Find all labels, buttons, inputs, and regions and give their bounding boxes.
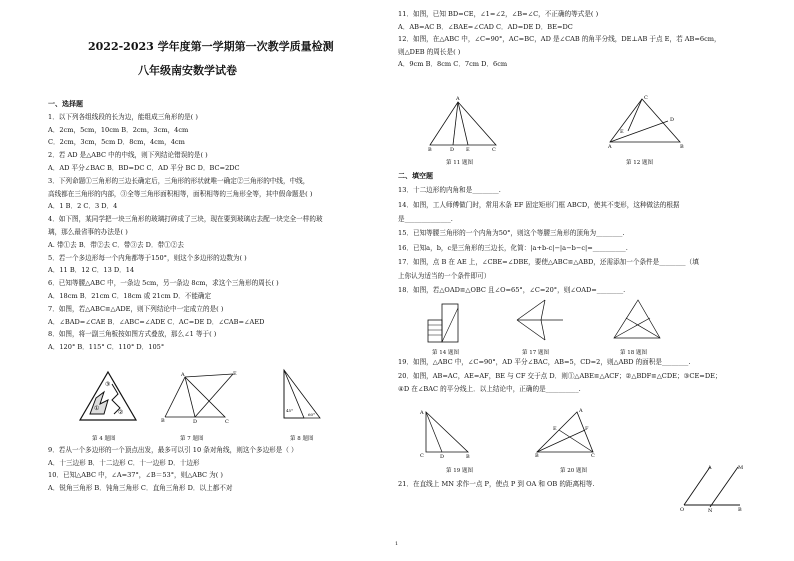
left-lines-line: 璃，那么最省事的办法是( ) — [48, 228, 128, 236]
svg-text:B: B — [535, 453, 539, 459]
left-lines-line: A．11 B．12 C．13 D．14 — [48, 266, 135, 275]
svg-text:①: ① — [94, 405, 100, 412]
left-lines-line: 6．已知等腰△ABC 中，一条边 5cm，另一条边 8cm，求这个三角形的周长( ) — [48, 279, 279, 288]
svg-text:B: B — [738, 507, 742, 513]
svg-text:A: A — [420, 410, 424, 416]
svg-text:C: C — [420, 453, 424, 459]
exam-title: 2022-2023 学年度第一学期第一次教学质量检测 — [88, 40, 334, 53]
svg-text:E: E — [233, 371, 237, 377]
right-lines4-line: 21．在直线上 MN 求作一点 P，使点 P 到 OA 和 OB 的距离相等. — [398, 480, 595, 488]
figure-19-right-triangle — [420, 410, 470, 458]
left-lines-line: 5．若一个多边形每一个内角都等于150°，则这个多边形的边数为( ) — [48, 253, 247, 262]
left-lines-line: A．18cm B．21cm C．18cm 或 21cm D．不能确定 — [48, 292, 212, 300]
left-lines-line: 7．如图，若△ABC≌△ADE，则下列结论中一定成立的是( ) — [48, 304, 224, 313]
left-lines-line: 1．以下列各组线段的长为边，能组成三角形的是( ) — [48, 112, 198, 121]
right-lines2-line: 二、填空题 — [398, 171, 433, 180]
svg-text:B: B — [466, 454, 470, 460]
left-lines-line: 3．下列命题①三角形的三边长确定后，三角形的形状就唯一确定②三角形的中线，中线， — [48, 176, 310, 185]
caption-figure-11: 第 11 题图 — [446, 160, 473, 166]
svg-text:②: ② — [118, 409, 124, 416]
right-lines-line: A．AB=AC B．∠BAE=∠CAD C．AD=DE D．BE=DC — [398, 22, 573, 31]
left-lines2-line: 9．若从一个多边形的一个顶点出发，最多可以引 10 条对角线，则这个多边形是（ ） — [48, 446, 298, 454]
svg-text:F: F — [585, 426, 589, 432]
left-lines-line: A．AD 平分∠BAC B．BD=DC C．AD 平分 BC D．BC=2DC — [48, 164, 240, 172]
svg-text:C: C — [591, 453, 595, 459]
svg-text:O: O — [680, 507, 685, 513]
right-lines-line: 11．如图，已知 BD=CE，∠1=∠2，∠B=∠C，不正确的等式是( ) — [398, 10, 599, 18]
svg-text:D: D — [670, 117, 675, 123]
left-lines-line: A．1 B．2 C．3 D．4 — [48, 202, 118, 211]
right-lines2-line: 18．如图，若△OAD≌△OBC 且∠O=65°，∠C=20°，则∠OAD=________. — [398, 286, 626, 295]
figure-18-triangles — [612, 298, 662, 343]
left-lines2-line: A．十三边形 B．十二边形 C．十一边形 D．十边形 — [48, 458, 200, 467]
figure-7-triangles — [155, 371, 237, 425]
svg-text:B: B — [428, 147, 432, 153]
figure-4-broken-glass — [78, 370, 138, 425]
svg-text:45°: 45° — [286, 408, 294, 413]
svg-text:A: A — [456, 96, 460, 102]
svg-text:B: B — [680, 144, 684, 150]
svg-text:E: E — [553, 426, 557, 432]
page-number: 1 — [395, 541, 399, 547]
left-lines-line: A. 带①去 B．带②去 C．带③去 D．带①②去 — [48, 240, 184, 249]
caption-figure-12: 第 12 题图 — [626, 160, 653, 166]
svg-text:60°: 60° — [308, 412, 316, 417]
figure-8-set-squares — [282, 368, 322, 423]
figure-20-triangles — [535, 410, 595, 458]
right-lines2-line: 上你认为适当的一个条件即可） — [398, 272, 491, 281]
right-lines3-line: 19．如图，△ABC 中，∠C=90°，AD 平分∠BAC，AB=5，CD=2，则△ABD 的面积是________. — [398, 358, 691, 366]
svg-text:E: E — [466, 147, 470, 153]
svg-text:C: C — [644, 95, 648, 101]
left-lines-line: A．120° B．115° C．110° D．105° — [48, 343, 165, 352]
right-lines2-line: 16．已知a，b，c是三角形的三边长，化简：|a+b-c|−|a−b−c|=__________. — [398, 243, 628, 252]
svg-text:A: A — [608, 144, 612, 150]
svg-text:D: D — [440, 454, 445, 460]
caption-figure-8: 第 8 题图 — [290, 436, 314, 442]
figure-21-lines — [680, 465, 750, 514]
figure-12-right-triangle — [608, 97, 688, 149]
caption-figure-14: 第 14 题图 — [432, 350, 459, 356]
exam-subtitle: 八年级南安数学试卷 — [138, 64, 237, 77]
svg-text:A: A — [181, 372, 185, 378]
svg-text:③: ③ — [105, 381, 111, 388]
right-lines2-line: 13．十二边形的内角和是________. — [398, 186, 501, 195]
right-lines2-line: 14．如图，工人师傅做门时，常用木条 EF 固定矩形门框 ABCD，使其不变形，这种做法的根据 — [398, 200, 680, 209]
right-lines-line: A．9cm B．8cm C．7cm D．6cm — [398, 60, 508, 68]
caption-figure-18: 第 18 题图 — [620, 350, 647, 356]
svg-text:A: A — [579, 408, 583, 414]
svg-text:D: D — [450, 147, 455, 153]
left-lines2-line: 10．已知△ABC 中，∠A=37°，∠B＝53°，则△ABC 为( ) — [48, 471, 224, 479]
svg-text:N: N — [708, 508, 713, 514]
caption-figure-4: 第 4 题图 — [92, 436, 116, 442]
right-lines3-line: ④D 在∠BAC 的平分线上．以上结论中，正确的是__________. — [398, 385, 581, 393]
left-lines-line: 一、选择题 — [48, 99, 83, 108]
left-lines-line: A．2cm，5cm，10cm B．2cm，3cm，4cm — [48, 125, 189, 134]
figure-14-door-frame — [426, 300, 466, 345]
svg-text:A: A — [708, 465, 712, 471]
left-lines-line: 8．如图，将一副三角板按如图方式叠放，那么∠1 等于( ) — [48, 330, 217, 339]
caption-figure-20: 第 20 题图 — [560, 468, 587, 474]
caption-figure-7: 第 7 题图 — [180, 436, 204, 442]
svg-text:E: E — [620, 129, 624, 135]
figure-17-triangles — [515, 298, 565, 343]
svg-text:D: D — [193, 419, 198, 425]
figure-11-triangle — [428, 96, 498, 153]
right-lines2-line: 15．已知等腰三角形的一个内角为50°，则这个等腰三角形的顶角为________. — [398, 229, 625, 238]
right-lines3-line: 20．如图，AB=AC，AE=AF，BE 与 CF 交于点 D．则①△ABE≌△ACF；②△BDF≌△CDE；③CE=DE； — [398, 371, 722, 380]
left-lines-line: C．2cm，3cm，5cm D．8cm，4cm，4cm — [48, 138, 185, 147]
right-lines2-line: 是______________. — [398, 214, 453, 223]
left-lines-line: 4．如下图，某同学把一块三角形的玻璃打碎成了三块，现在要到玻璃店去配一块完全一样的玻 — [48, 215, 323, 224]
caption-figure-19: 第 19 题图 — [446, 468, 473, 474]
right-lines2-line: 17．如图，点 B 在 AE 上，∠CBE=∠DBE，要使△ABC≌△ABD，还需添加一个条件是________（填 — [398, 257, 699, 266]
left-lines-line: 2．若 AD 是△ABC 中的中线，则下列结论错误的是( ) — [48, 151, 208, 160]
left-lines-line: 高线都在三角形的内部，③全等三角形面积相等，面积相等的三角形全等，其中假命题是( ) — [48, 189, 313, 198]
right-lines-line: 12．如图，在△ABC 中，∠C=90°，AC=BC，AD 是∠CAB 的角平分线，DE⊥AB 于点 E，若 AB=6cm， — [398, 35, 721, 43]
svg-text:B: B — [161, 418, 165, 424]
svg-text:C: C — [225, 419, 229, 425]
svg-text:C: C — [492, 147, 496, 153]
left-lines-line: A．∠BAD=∠CAE B．∠ABC=∠ADE C．AC=DE D．∠CAB=∠AED — [48, 317, 265, 326]
left-lines2-line: A．锐角三角形 B．钝角三角形 C．直角三角形 D．以上都不对 — [48, 483, 233, 492]
caption-figure-17: 第 17 题图 — [522, 350, 549, 356]
svg-text:M: M — [738, 465, 744, 471]
right-lines-line: 则△DEB 的周长是( ) — [398, 47, 461, 56]
